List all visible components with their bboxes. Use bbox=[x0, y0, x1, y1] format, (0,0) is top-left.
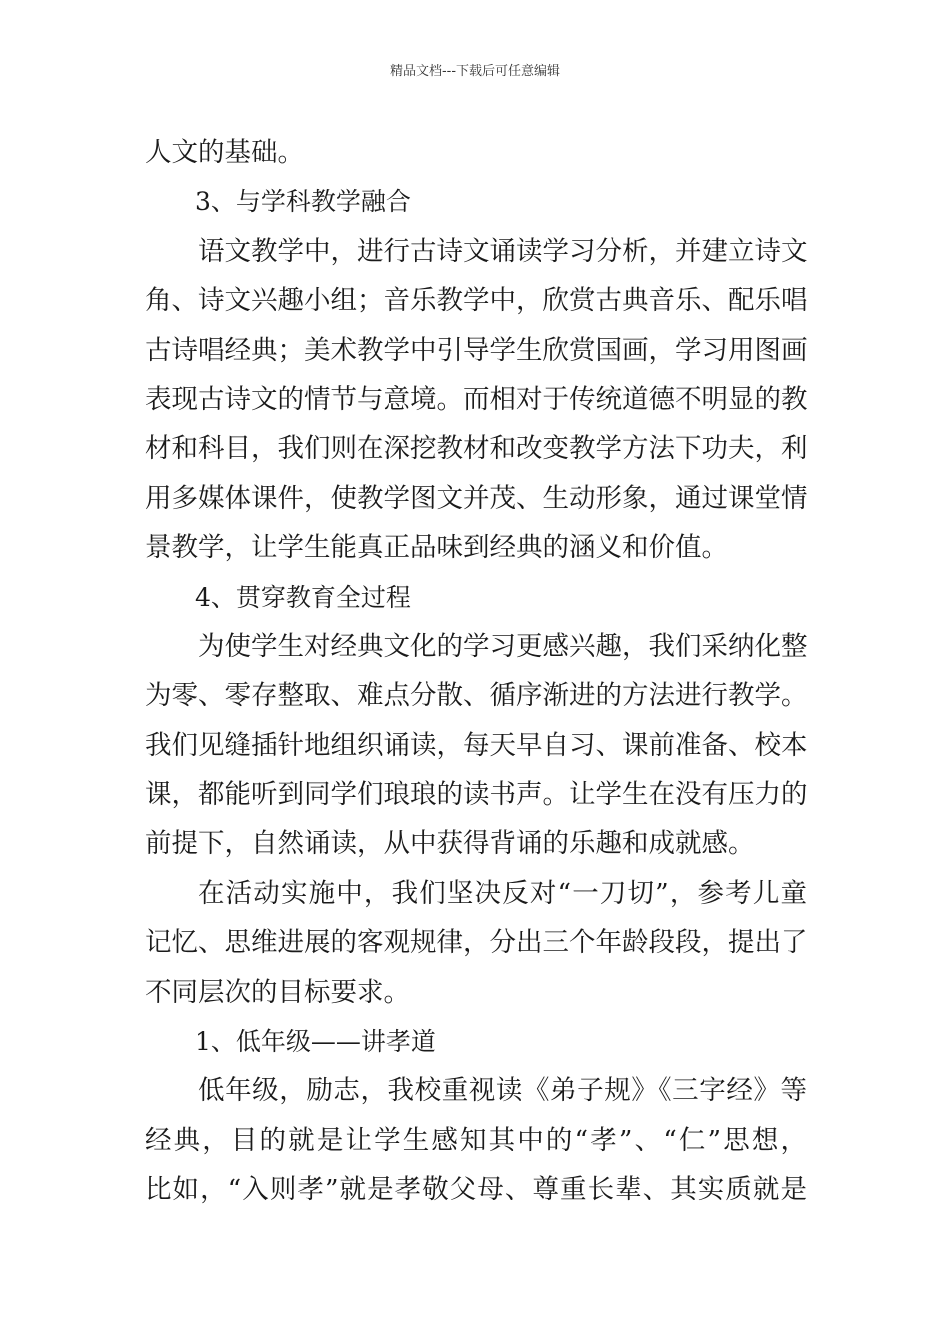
text-line: 记忆、思维进展的客观规律，分出三个年龄段段，提出了 bbox=[145, 927, 807, 959]
text-line: 不同层次的目标要求。 bbox=[145, 976, 410, 1008]
text-line: 表现古诗文的情节与意境。而相对于传统道德不明显的教 bbox=[145, 383, 807, 415]
text-line: 古诗唱经典；美术教学中引导学生欣赏国画，学习用图画 bbox=[145, 334, 807, 366]
text-line: 材和科目，我们则在深挖教材和改变教学方法下功夫，利 bbox=[145, 433, 807, 465]
page-header: 精品文档---下载后可任意编辑 bbox=[389, 64, 561, 79]
section-heading: 4、贯穿教育全过程 bbox=[195, 582, 411, 612]
paragraph-first-line: 低年级，励志，我校重视读《弟子规》《三字经》等 bbox=[198, 1075, 807, 1107]
text-line: 经典，目的就是让学生感知其中的“孝”、“仁”思想， bbox=[145, 1124, 807, 1156]
section-heading: 3、与学科教学融合 bbox=[195, 187, 411, 217]
text-line: 比如，“入则孝”就是孝敬父母、尊重长辈、其实质就是 bbox=[145, 1174, 807, 1206]
text-line: 景教学，让学生能真正品味到经典的涵义和价值。 bbox=[145, 532, 728, 564]
text-line: 我们见缝插针地组织诵读，每天早自习、课前准备、校本 bbox=[145, 729, 807, 761]
text-line: 人文的基础。 bbox=[145, 137, 304, 168]
text-line: 角、诗文兴趣小组；音乐教学中，欣赏古典音乐、配乐唱 bbox=[145, 285, 807, 317]
paragraph-first-line: 为使学生对经典文化的学习更感兴趣，我们采纳化整 bbox=[198, 630, 807, 662]
text-line: 为零、零存整取、难点分散、循序渐进的方法进行教学。 bbox=[145, 680, 807, 712]
paragraph-first-line: 在活动实施中，我们坚决反对“一刀切”，参考儿童 bbox=[198, 877, 807, 909]
section-heading: 1、低年级——讲孝道 bbox=[195, 1027, 436, 1057]
text-line: 前提下，自然诵读，从中获得背诵的乐趣和成就感。 bbox=[145, 828, 755, 860]
text-line: 用多媒体课件，使教学图文并茂、生动形象，通过课堂情 bbox=[145, 482, 807, 514]
document-body bbox=[145, 128, 807, 1215]
text-line: 课，都能听到同学们琅琅的读书声。让学生在没有压力的 bbox=[145, 779, 807, 811]
paragraph-first-line: 语文教学中，进行古诗文诵读学习分析，并建立诗文 bbox=[198, 235, 807, 267]
